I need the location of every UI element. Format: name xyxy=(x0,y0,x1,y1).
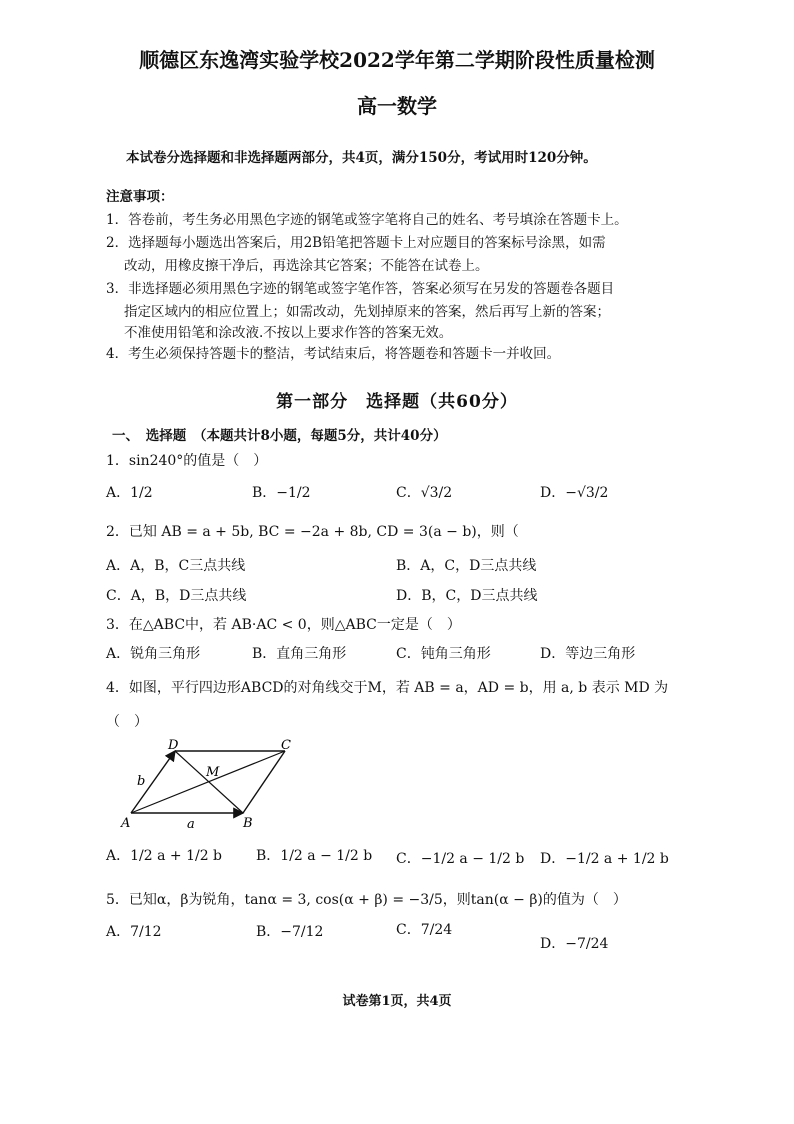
q3-stem: 3．在△ABC中，若 AB·AC < 0，则△ABC一定是（ ） xyxy=(106,617,461,633)
q4-option-d: D．−1/2 a + 1/2 b xyxy=(540,851,669,867)
q2-option-d: D．B，C，D三点共线 xyxy=(396,588,538,604)
q4-paren: （ ） xyxy=(106,714,148,730)
q1-option-a: A．1/2 xyxy=(106,485,153,501)
label-vector-b: b xyxy=(137,774,146,789)
notes-line: 改动，用橡皮擦干净后，再选涂其它答案；不能答在试卷上。 xyxy=(124,258,489,274)
label-c: C xyxy=(281,738,291,753)
q4-option-c: C．−1/2 a − 1/2 b xyxy=(396,851,525,867)
notes-heading: 注意事项： xyxy=(106,189,174,205)
q1-option-b: B．−1/2 xyxy=(252,485,311,501)
label-a: A xyxy=(121,816,131,830)
q1-option-c: C．√3/2 xyxy=(396,485,453,501)
q3-option-a: A．锐角三角形 xyxy=(106,646,201,662)
q5-stem: 5．已知α，β为锐角，tanα = 3, cos(α + β) = −3/5，则tan(α − β)的值为（ ） xyxy=(106,892,627,908)
label-d: D xyxy=(168,738,179,753)
label-vector-a: a xyxy=(187,817,195,830)
q2-stem: 2．已知 AB = a + 5b, BC = −2a + 8b, CD = 3(a − b)，则（ xyxy=(106,524,519,540)
section-title: 第一部分 选择题（共60分） xyxy=(276,392,518,412)
q1-stem: 1．sin240°的值是（ ） xyxy=(106,453,268,469)
notes-line: 2．选择题每小题选出答案后，用2B铅笔把答题卡上对应题目的答案标号涂黑，如需 xyxy=(106,235,606,251)
exam-intro: 本试卷分选择题和非选择题两部分，共4页，满分150分，考试用时120分钟。 xyxy=(126,150,597,166)
q3-option-c: C．钝角三角形 xyxy=(396,646,491,662)
diagonal-bd-line xyxy=(175,751,243,813)
exam-subtitle: 高一数学 xyxy=(357,94,437,118)
q3-option-d: D．等边三角形 xyxy=(540,646,636,662)
q5-option-a: A．7/12 xyxy=(106,924,162,940)
q4-stem: 4．如图，平行四边形ABCD的对角线交于M，若 AB = a，AD = b，用 a, b 表示 MD 为 xyxy=(106,680,669,696)
q4-option-b: B．1/2 a − 1/2 b xyxy=(256,848,373,864)
label-b: B xyxy=(243,816,253,830)
q2-option-a: A．A，B，C三点共线 xyxy=(106,558,246,574)
exam-title: 顺德区东逸湾实验学校2022学年第二学期阶段性质量检测 xyxy=(139,48,655,72)
q4-option-a: A．1/2 a + 1/2 b xyxy=(106,848,223,864)
section-part: 一、 选择题 （本题共计8小题，每题5分，共计40分） xyxy=(112,428,447,444)
q5-option-d: D．−7/24 xyxy=(540,936,609,952)
notes-line: 指定区域内的相应位置上；如需改动，先划掉原来的答案，然后再写上新的答案； xyxy=(124,304,610,320)
notes-line: 4．考生必须保持答题卡的整洁，考试结束后，将答题卷和答题卡一并收回。 xyxy=(106,346,561,362)
q2-option-b: B．A，C，D三点共线 xyxy=(396,558,537,574)
q5-option-b: B．−7/12 xyxy=(256,924,324,940)
label-m: M xyxy=(206,765,220,780)
diagonal-ac-line xyxy=(131,751,285,813)
parallelogram-figure xyxy=(115,738,315,830)
q2-option-c: C．A，B，D三点共线 xyxy=(106,588,247,604)
page-footer: 试卷第1页，共4页 xyxy=(342,994,452,1009)
notes-line: 1．答卷前，考生务必用黑色字迹的钢笔或签字笔将自己的姓名、考号填涂在答题卡上。 xyxy=(106,212,628,228)
q3-option-b: B．直角三角形 xyxy=(252,646,347,662)
side-bc-line xyxy=(243,751,285,813)
q1-option-d: D．−√3/2 xyxy=(540,485,609,501)
notes-line: 3．非选择题必须用黑色字迹的钢笔或签字笔作答，答案必须写在另发的答题卷各题目 xyxy=(106,281,615,297)
q5-option-c: C．7/24 xyxy=(396,922,453,938)
notes-line: 不准使用铅笔和涂改液.不按以上要求作答的答案无效。 xyxy=(124,325,453,341)
